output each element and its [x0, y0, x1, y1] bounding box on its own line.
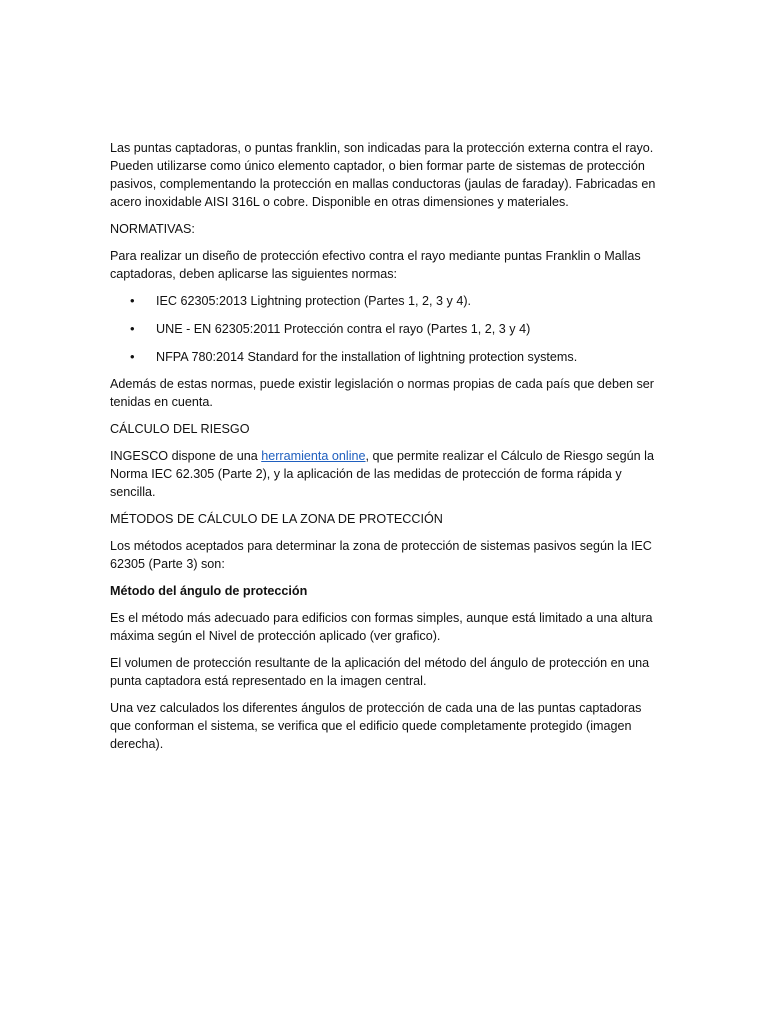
angulo-heading: Método del ángulo de protección [110, 584, 308, 598]
normativas-intro-paragraph: Para realizar un diseño de protección efectivo contra el rayo mediante puntas Franklin o Mallas captadoras, deben aplicarse las siguientes normas: [110, 249, 641, 281]
intro-paragraph: Las puntas captadoras, o puntas franklin, son indicadas para la protección externa contra el rayo. Pueden utilizarse como único elemento captador, o bien formar parte de sistemas de protección pasivos, complementando la protección en mallas conductoras (jaulas de faraday). Fabricadas en acero inoxidable AISI 316L o cobre. Disponible en otras dimensiones y materiales. [110, 141, 656, 209]
normativas-heading: NORMATIVAS: [110, 222, 195, 236]
standard-code: UNE - EN 62305:2011 [156, 322, 281, 336]
angulo-paragraph-2: El volumen de protección resultante de la aplicación del método del ángulo de protección en una punta captadora está representado en la imagen central. [110, 656, 650, 688]
normativas-note-paragraph: Además de estas normas, puede existir legislación o normas propias de cada país que deben ser tenidas en cuenta. [110, 377, 654, 409]
bullet-icon: • [130, 293, 135, 308]
metodos-heading: MÉTODOS DE CÁLCULO DE LA ZONA DE PROTECCIÓN [110, 512, 443, 526]
standard-code: IEC 62305:2013 [156, 294, 248, 308]
standard-code: NFPA 780:2014 [156, 350, 244, 364]
list-item [110, 320, 660, 338]
bullet-icon: • [130, 321, 135, 336]
document-body [110, 139, 660, 762]
standard-description: Standard for the installation of lightning protection systems. [247, 350, 578, 364]
riesgo-text-after: , que permite realizar el Cálculo de Riesgo según la Norma IEC 62.305 (Parte 2), y la aplicación de las medidas de protección de forma rápida y sencilla. [110, 449, 654, 499]
bullet-icon: • [130, 349, 135, 364]
standard-description: Lightning protection (Partes 1, 2, 3 y 4). [250, 294, 472, 308]
standards-list [110, 292, 660, 366]
angulo-paragraph-3: Una vez calculados los diferentes ángulos de protección de cada una de las puntas captadoras que conforman el sistema, se verifica que el edificio quede completamente protegido (imagen derecha). [110, 701, 642, 751]
riesgo-text-before: INGESCO dispone de una [110, 449, 262, 463]
list-item [110, 292, 660, 310]
riesgo-heading: CÁLCULO DEL RIESGO [110, 422, 250, 436]
angulo-paragraph-1: Es el método más adecuado para edificios con formas simples, aunque está limitado a una altura máxima según el Nivel de protección aplicado (ver grafico). [110, 611, 653, 643]
riesgo-paragraph [110, 447, 660, 501]
list-item [110, 348, 660, 366]
standard-description: Protección contra el rayo (Partes 1, 2, 3 y 4) [283, 322, 531, 336]
metodos-intro-paragraph: Los métodos aceptados para determinar la zona de protección de sistemas pasivos según la IEC 62305 (Parte 3) son: [110, 539, 652, 571]
herramienta-online-link[interactable]: herramienta online [261, 449, 366, 463]
